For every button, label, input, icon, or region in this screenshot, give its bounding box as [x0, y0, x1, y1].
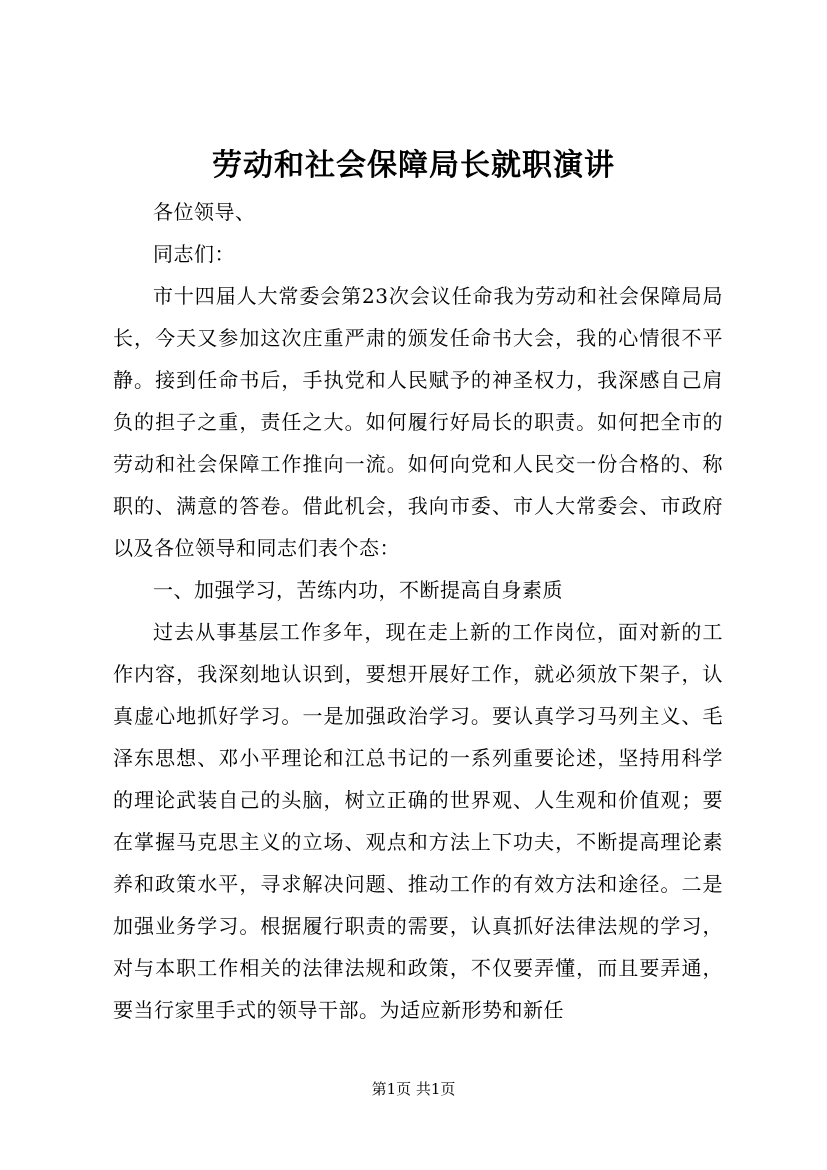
paragraph-introduction: 市十四届人大常委会第23次会议任命我为劳动和社会保障局局长，今天又参加这次庄重严肃的颁发任命书大会，我的心情很不平静。接到任命书后，手执党和人民赋予的神圣权力，我深感自己肩负的担子之重，责任之大。如何履行好局长的职责。如何把全市的劳动和社会保障工作推向一流。如何向党和人民交一份合格的、称职的、满意的答卷。借此机会，我向市委、市人大常委会、市政府以及各位领导和同志们表个态： [113, 284, 723, 560]
section-heading-1: 一、加强学习，苦练内功，不断提高自身素质 [153, 578, 563, 602]
paragraph-section-1: 过去从事基层工作多年，现在走上新的工作岗位，面对新的工作内容，我深刻地认识到，要想开展好工作，就必须放下架子，认真虚心地抓好学习。一是加强政治学习。要认真学习马列主义、毛泽东思想、邓小平理论和江总书记的一系列重要论述，坚持用科学的理论武装自己的头脑，树立正确的世界观、人生观和价值观；要在掌握马克思主义的立场、观点和方法上下功夫，不断提高理论素养和政策水平，寻求解决问题、推动工作的有效方法和途径。二是加强业务学习。根据履行职责的需要，认真抓好法律法规的学习，对与本职工作相关的法律法规和政策，不仅要弄懂，而且要弄通，要当行家里手式的领导干部。为适应新形势和新任 [113, 620, 723, 1022]
salutation-comrades: 同志们： [153, 242, 235, 266]
document-title: 劳动和社会保障局长就职演讲 [212, 148, 615, 183]
page-footer: 第1页 共1页 [371, 1080, 456, 1098]
document-body [113, 191, 723, 1031]
salutation-leaders: 各位领导、 [153, 200, 256, 224]
